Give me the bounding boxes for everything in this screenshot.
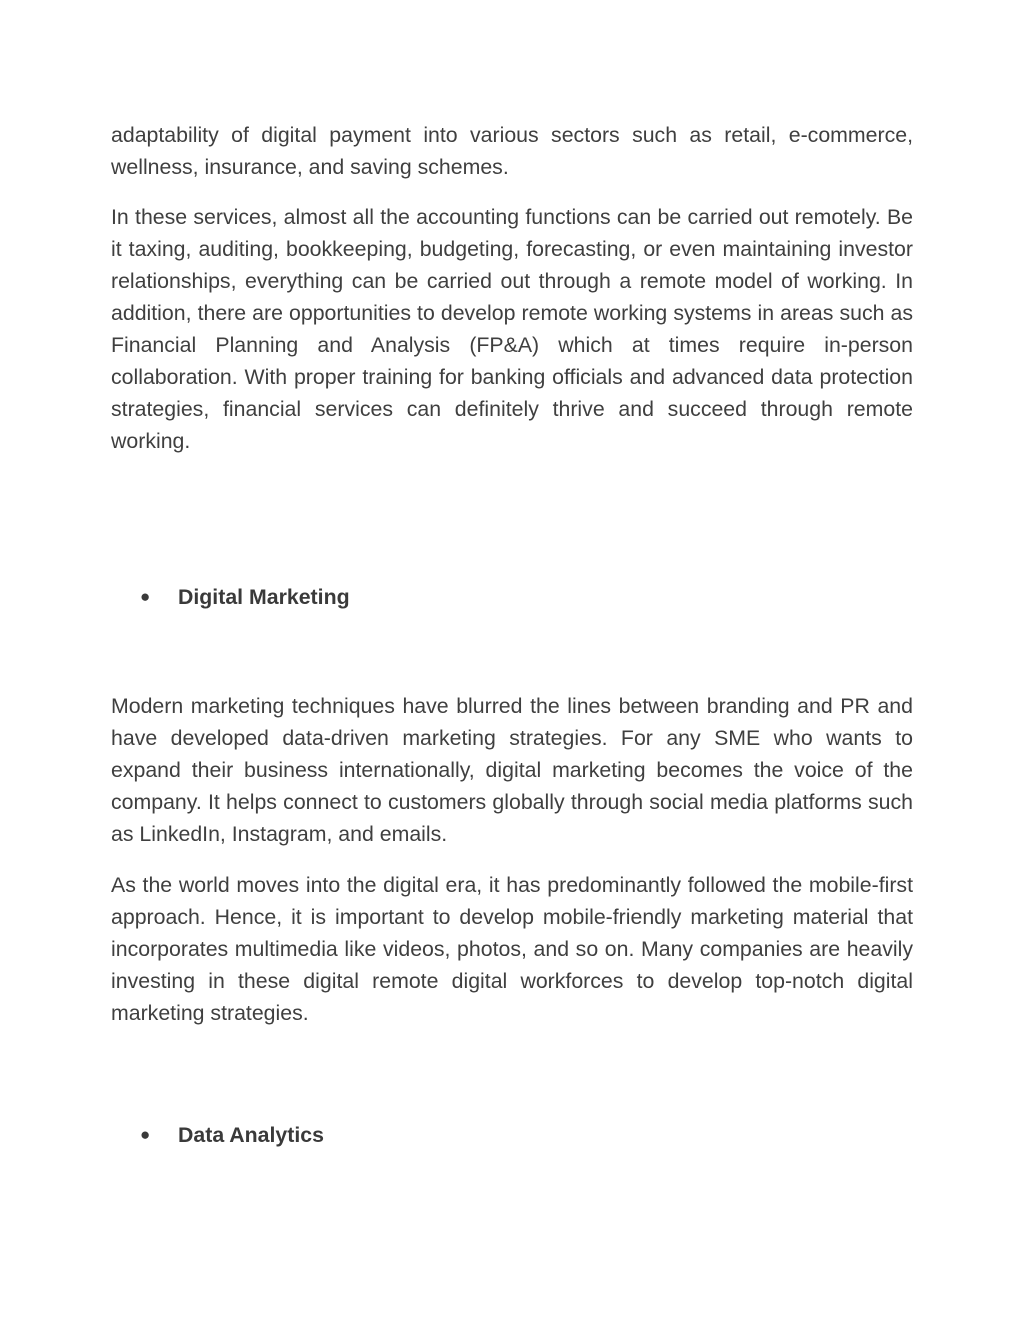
section-heading: Data Analytics: [178, 1123, 324, 1147]
section-heading: Digital Marketing: [178, 585, 350, 609]
bullet-heading-digital-marketing: [140, 581, 350, 613]
bullet-icon: ●: [140, 1125, 151, 1144]
body-paragraph: In these services, almost all the accounting functions can be carried out remotely. Be it taxing, auditing, bookkeeping, budgeting, forecasting, or even maintaining investor relationships, everything can be carried out through a remote model of working. In addition, there are opportunities to develop remote working systems in areas such as Financial Planning and Analysis (FP&A) which at times require in-person collaboration. With proper training for banking officials and advanced data protection strategies, financial services can definitely thrive and succeed through remote working.: [111, 205, 913, 453]
bullet-heading-data-analytics: [140, 1119, 324, 1151]
body-paragraph: adaptability of digital payment into various sectors such as retail, e-commerce, wellness, insurance, and saving schemes.: [111, 123, 913, 179]
bullet-icon: ●: [140, 587, 151, 606]
body-paragraph: As the world moves into the digital era, it has predominantly followed the mobile-first approach. Hence, it is important to develop mobile-friendly marketing material that incorporates multimedia like videos, photos, and so on. Many companies are heavily investing in these digital remote digital workforces to develop top-notch digital marketing strategies.: [111, 873, 913, 1025]
body-paragraph: Modern marketing techniques have blurred the lines between branding and PR and have developed data-driven marketing strategies. For any SME who wants to expand their business internationally, digital marketing becomes the voice of the company. It helps connect to customers globally through social media platforms such as LinkedIn, Instagram, and emails.: [111, 694, 913, 846]
